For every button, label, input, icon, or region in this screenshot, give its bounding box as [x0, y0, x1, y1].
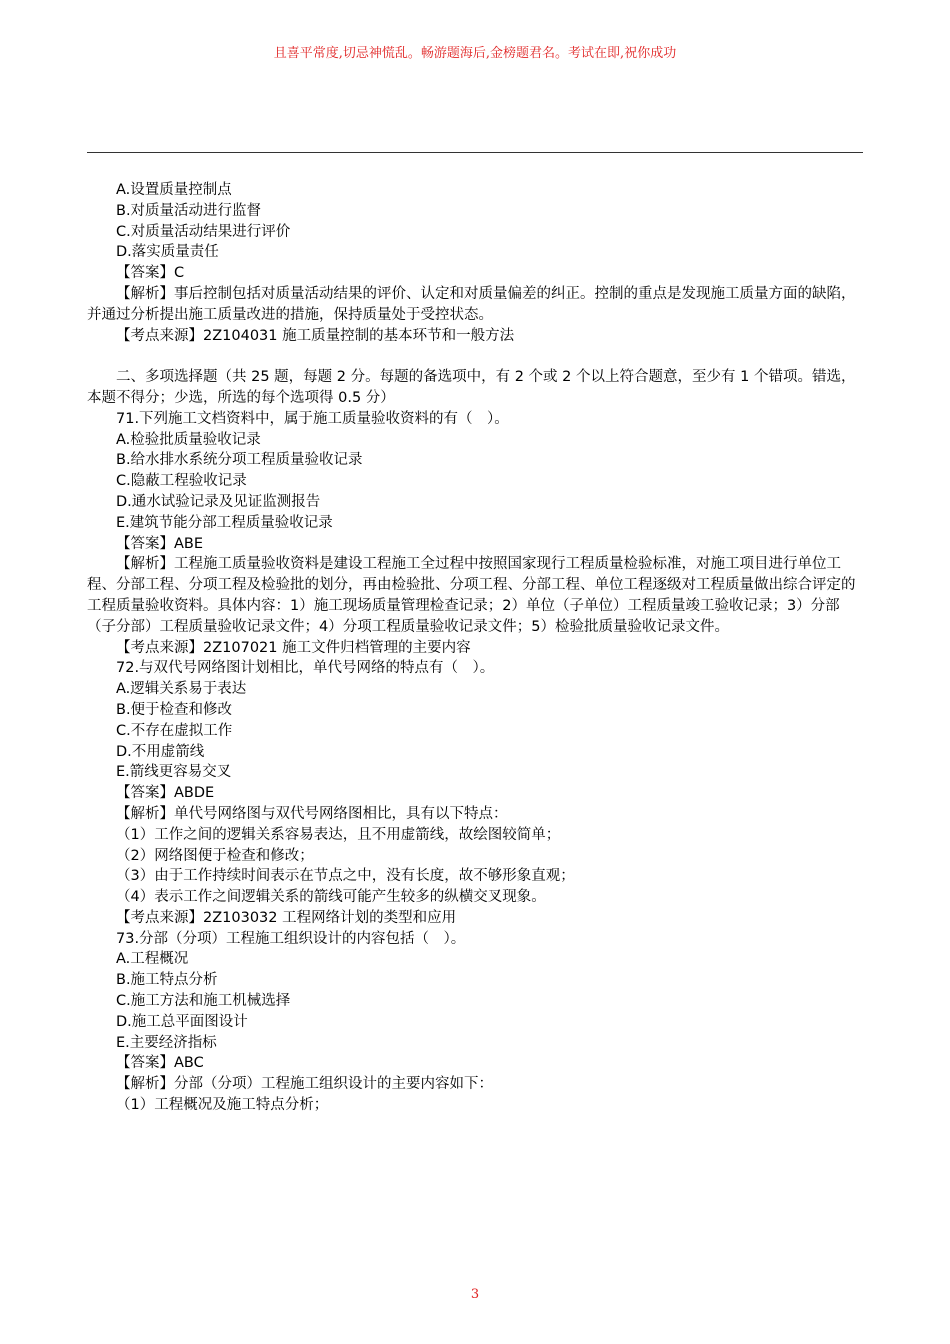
answer-line: 【答案】ABDE: [116, 785, 215, 802]
option-line: C.施工方法和施工机械选择: [116, 993, 291, 1010]
option-line: B.施工特点分析: [116, 972, 218, 989]
question-stem: 73.分部（分项）工程施工组织设计的内容包括（ ）。: [116, 930, 466, 947]
option-line: B.对质量活动进行监督: [116, 202, 262, 219]
option-line: B.给水排水系统分项工程质量验收记录: [116, 452, 363, 469]
analysis-item: （4）表示工作之间逻辑关系的箭线可能产生较多的纵横交叉现象。: [116, 889, 546, 906]
option-line: C.隐蔽工程验收记录: [116, 473, 247, 490]
answer-line: 【答案】ABC: [116, 1055, 204, 1072]
page-number: 3: [470, 1287, 480, 1302]
question-stem: 71.下列施工文档资料中，属于施工质量验收资料的有（ ）。: [116, 410, 509, 427]
option-line: C.对质量活动结果进行评价: [116, 223, 291, 240]
spacer: [87, 346, 863, 367]
option-line: D.不用虚箭线: [116, 743, 205, 760]
analysis-paragraph: 【解析】工程施工质量验收资料是建设工程施工全过程中按照国家现行工程质量检验标准，对施工项目进行单位工程、分部工程、分项工程及检验批的划分，再由检验批、分项工程、分部工程、单位工程逐级对工程质量做出综合评定的工程质量验收资料。具体内容：1）施工现场质量管理检查记录；2）单位（子单位）工程质量竣工验收记录；3）分部（子分部）工程质量验收记录文件；4）分项工程质量验收记录文件；5）检验批质量验收记录文件。: [87, 556, 856, 635]
page-header-motto: 且喜平常度,切忌神慌乱。畅游题海后,金榜题君名。考试在即,祝你成功: [273, 46, 677, 61]
analysis-paragraph: 【解析】分部（分项）工程施工组织设计的主要内容如下：: [116, 1076, 493, 1093]
analysis-item: （2）网络图便于检查和修改；: [116, 847, 314, 864]
analysis-item: （1）工作之间的逻辑关系容易表达，且不用虚箭线，故绘图较简单；: [116, 826, 561, 843]
option-line: D.落实质量责任: [116, 244, 219, 261]
source-line: 【考点来源】2Z107021 施工文件归档管理的主要内容: [116, 639, 471, 656]
option-line: B.便于检查和修改: [116, 701, 233, 718]
analysis-item: （3）由于工作持续时间表示在节点之中，没有长度，故不够形象直观；: [116, 868, 575, 885]
answer-line: 【答案】C: [116, 265, 185, 282]
option-line: E.箭线更容易交叉: [116, 764, 232, 781]
header-divider: [87, 152, 863, 153]
analysis-item: （1）工程概况及施工特点分析；: [116, 1097, 329, 1114]
source-line: 【考点来源】2Z103032 工程网络计划的类型和应用: [116, 909, 457, 926]
option-line: A.工程概况: [116, 951, 189, 968]
section-heading: 二、多项选择题（共 25 题，每题 2 分。每题的备选项中，有 2 个或 2 个以上符合题意，至少有 1 个错项。错选，本题不得分；少选，所选的每个选项得 0.5 分）: [87, 369, 856, 406]
question-stem: 72.与双代号网络图计划相比，单代号网络的特点有（ ）。: [116, 660, 495, 677]
option-line: E.建筑节能分部工程质量验收记录: [116, 514, 333, 531]
option-line: A.检验批质量验收记录: [116, 431, 261, 448]
option-line: D.施工总平面图设计: [116, 1013, 248, 1030]
answer-line: 【答案】ABE: [116, 535, 204, 552]
option-line: D.通水试验记录及见证监测报告: [116, 493, 321, 510]
analysis-paragraph: 【解析】单代号网络图与双代号网络图相比，具有以下特点：: [116, 805, 508, 822]
source-line: 【考点来源】2Z104031 施工质量控制的基本环节和一般方法: [116, 327, 515, 344]
option-line: A.设置质量控制点: [116, 182, 232, 198]
document-body: [87, 180, 863, 1116]
option-line: E.主要经济指标: [116, 1034, 217, 1051]
option-line: C.不存在虚拟工作: [116, 722, 233, 739]
option-line: A.逻辑关系易于表达: [116, 681, 247, 698]
analysis-paragraph: 【解析】事后控制包括对质量活动结果的评价、认定和对质量偏差的纠正。控制的重点是发现施工质量方面的缺陷，并通过分析提出施工质量改进的措施，保持质量处于受控状态。: [87, 285, 856, 323]
